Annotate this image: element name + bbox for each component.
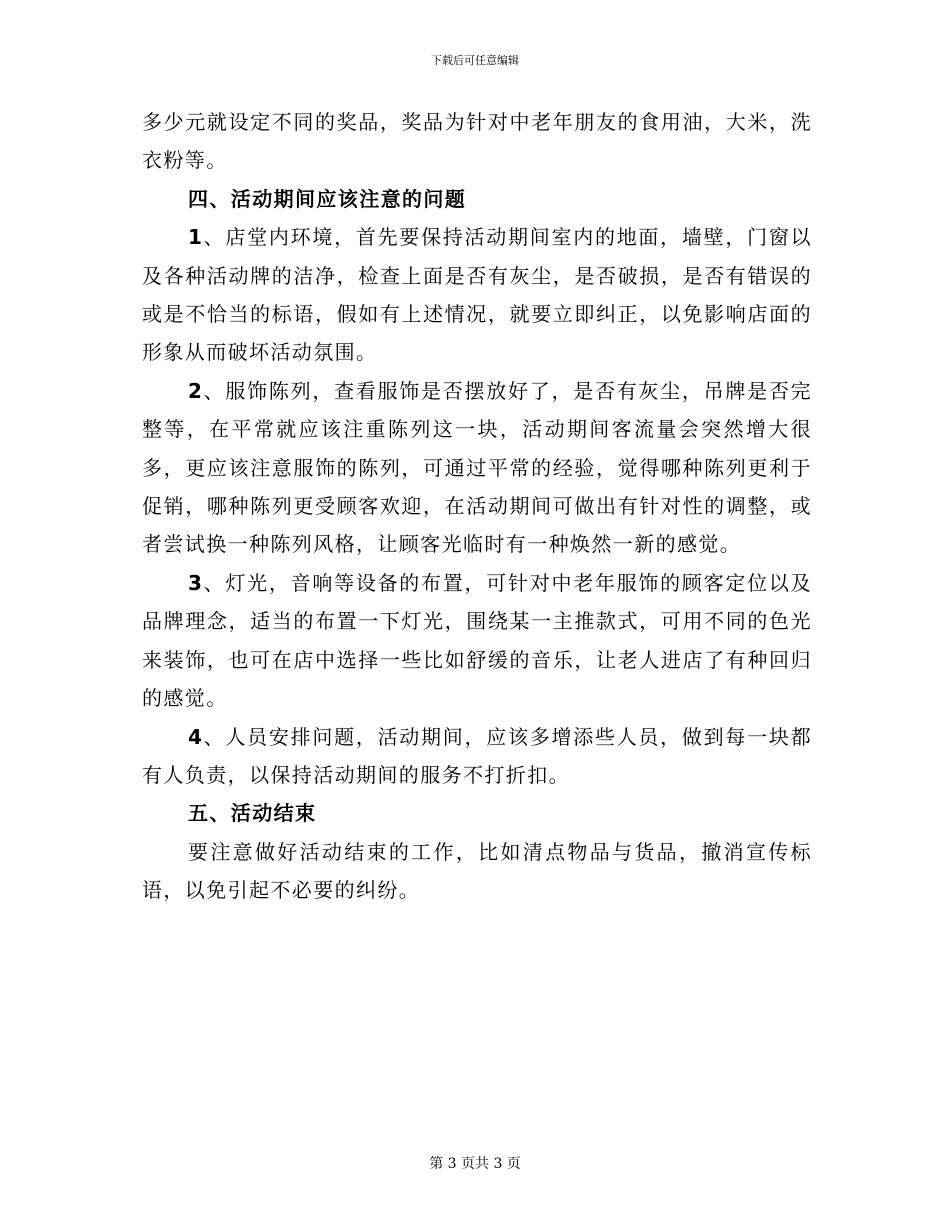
list-item-2 bbox=[142, 372, 812, 564]
list-item-4 bbox=[142, 718, 812, 795]
list-item-text: 、服饰陈列，查看服饰是否摆放好了，是否有灰尘，吊牌是否完整等，在平常就应该注重陈列这一块，活动期间客流量会突然增大很多，更应该注意服饰的陈列，可通过平常的经验，觉得哪种陈列更利于促销，哪种陈列更受顾客欢迎，在活动期间可做出有针对性的调整，或者尝试换一种陈列风格，让顾客光临时有一种焕然一新的感觉。 bbox=[142, 378, 812, 557]
list-item-number: 1 bbox=[188, 225, 204, 250]
page-header-note: 下载后可任意编辑 bbox=[431, 54, 519, 67]
list-item-3 bbox=[142, 564, 812, 718]
continued-paragraph: 多少元就设定不同的奖品，奖品为针对中老年朋友的食用油，大米，洗衣粉等。 bbox=[142, 110, 812, 173]
list-item-1 bbox=[142, 218, 812, 372]
list-item-text: 、人员安排问题，活动期间，应该多增添些人员，做到每一块都有人负责，以保持活动期间的服务不打折扣。 bbox=[142, 724, 812, 787]
list-item-text: 、店堂内环境，首先要保持活动期间室内的地面，墙壁，门窗以及各种活动牌的洁净，检查上面是否有灰尘，是否破损，是否有错误的或是不恰当的标语，假如有上述情况，就要立即纠正，以免影响店面的形象从而破坏活动氛围。 bbox=[142, 225, 812, 365]
list-item-number: 4 bbox=[188, 724, 204, 749]
section-heading-5: 五、活动结束 bbox=[188, 801, 317, 826]
section-heading-4: 四、活动期间应该注意的问题 bbox=[188, 186, 467, 211]
list-item-text: 、灯光，音响等设备的布置，可针对中老年服饰的顾客定位以及品牌理念，适当的布置一下灯光，围绕某一主推款式，可用不同的色光来装饰，也可在店中选择一些比如舒缓的音乐，让老人进店了有种回归的感觉。 bbox=[142, 570, 812, 711]
document-body bbox=[142, 103, 812, 910]
page-number: 第 3 页共 3 页 bbox=[429, 1156, 521, 1172]
list-item-number: 2 bbox=[188, 378, 204, 403]
closing-paragraph: 要注意做好活动结束的工作，比如清点物品与货品，撤消宣传标语，以免引起不必要的纠纷。 bbox=[142, 839, 812, 903]
list-item-number: 3 bbox=[188, 570, 204, 595]
